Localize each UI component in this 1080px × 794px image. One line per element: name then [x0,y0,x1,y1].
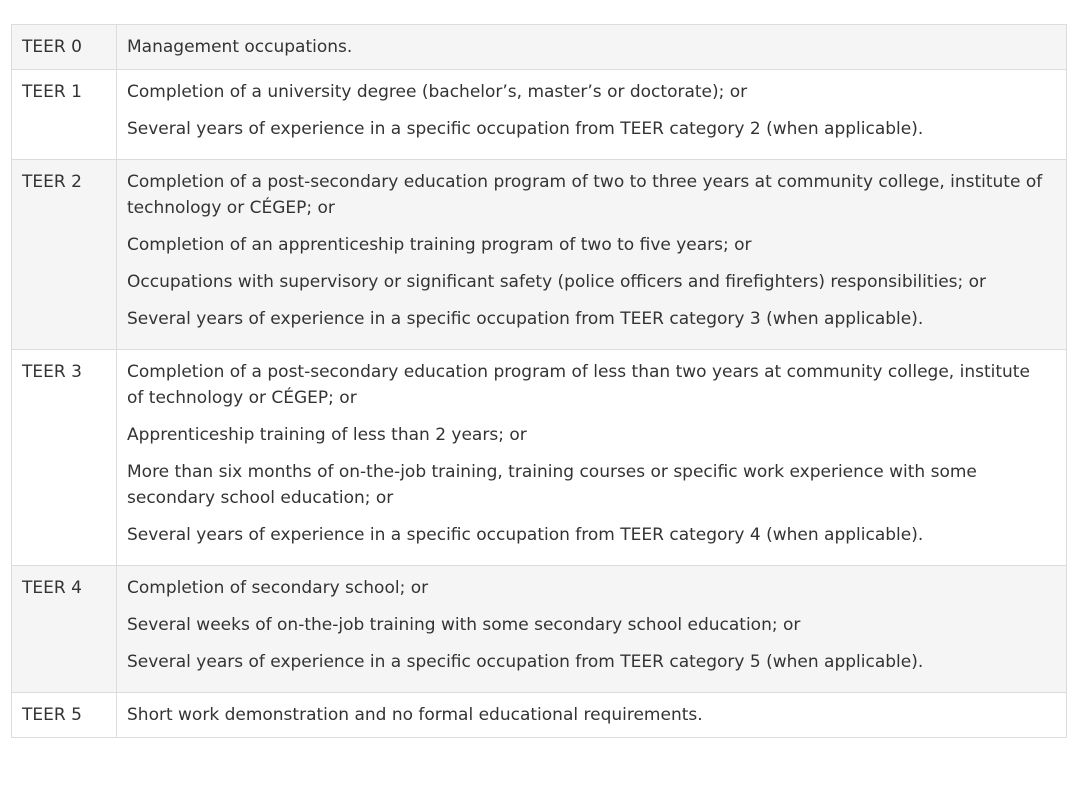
table-row-teer-5 [12,693,1067,738]
teer-category-cell: TEER 0 [12,25,117,70]
requirement-text: More than six months of on-the-job training, training courses or specific work experience with some secondary school education; or [127,462,977,508]
requirement-text: Occupations with supervisory or significant safety (police officers and firefighters) responsibilities; or [127,272,987,292]
requirement-text: Several weeks of on-the-job training with some secondary school education; or [127,615,801,635]
requirement-text: Completion of an apprenticeship training program of two to five years; or [127,235,752,255]
teer-requirements-cell [117,25,1067,70]
teer-category-cell: TEER 1 [12,70,117,160]
requirement-text: Management occupations. [127,37,353,57]
requirement-text: Completion of a post-secondary education program of less than two years at community college, institute of technology or CÉGEP; or [127,362,1030,408]
table-row-teer-1 [12,70,1067,160]
requirement-text: Several years of experience in a specific occupation from TEER category 5 (when applicable). [127,652,924,672]
requirement-text: Short work demonstration and no formal educational requirements. [127,705,703,725]
teer-requirements-cell [117,350,1067,566]
teer-category-cell: TEER 4 [12,566,117,693]
teer-requirements-cell [117,70,1067,160]
table-row-teer-3 [12,350,1067,566]
teer-table [11,24,1067,738]
teer-category-cell: TEER 2 [12,160,117,350]
table-row-teer-2 [12,160,1067,350]
requirement-text: Completion of a university degree (bachelor’s, master’s or doctorate); or [127,82,748,102]
requirement-text: Several years of experience in a specific occupation from TEER category 3 (when applicable). [127,309,924,329]
requirement-text: Completion of secondary school; or [127,578,429,598]
teer-requirements-cell [117,693,1067,738]
teer-category-cell: TEER 5 [12,693,117,738]
teer-category-cell: TEER 3 [12,350,117,566]
teer-requirements-cell [117,160,1067,350]
table-row-teer-4 [12,566,1067,693]
teer-requirements-cell [117,566,1067,693]
requirement-text: Several years of experience in a specific occupation from TEER category 2 (when applicable). [127,119,924,139]
requirement-text: Apprenticeship training of less than 2 years; or [127,425,527,445]
table-row-teer-0 [12,25,1067,70]
requirement-text: Completion of a post-secondary education program of two to three years at community college, institute of technology or CÉGEP; or [127,172,1043,218]
requirement-text: Several years of experience in a specific occupation from TEER category 4 (when applicable). [127,525,924,545]
